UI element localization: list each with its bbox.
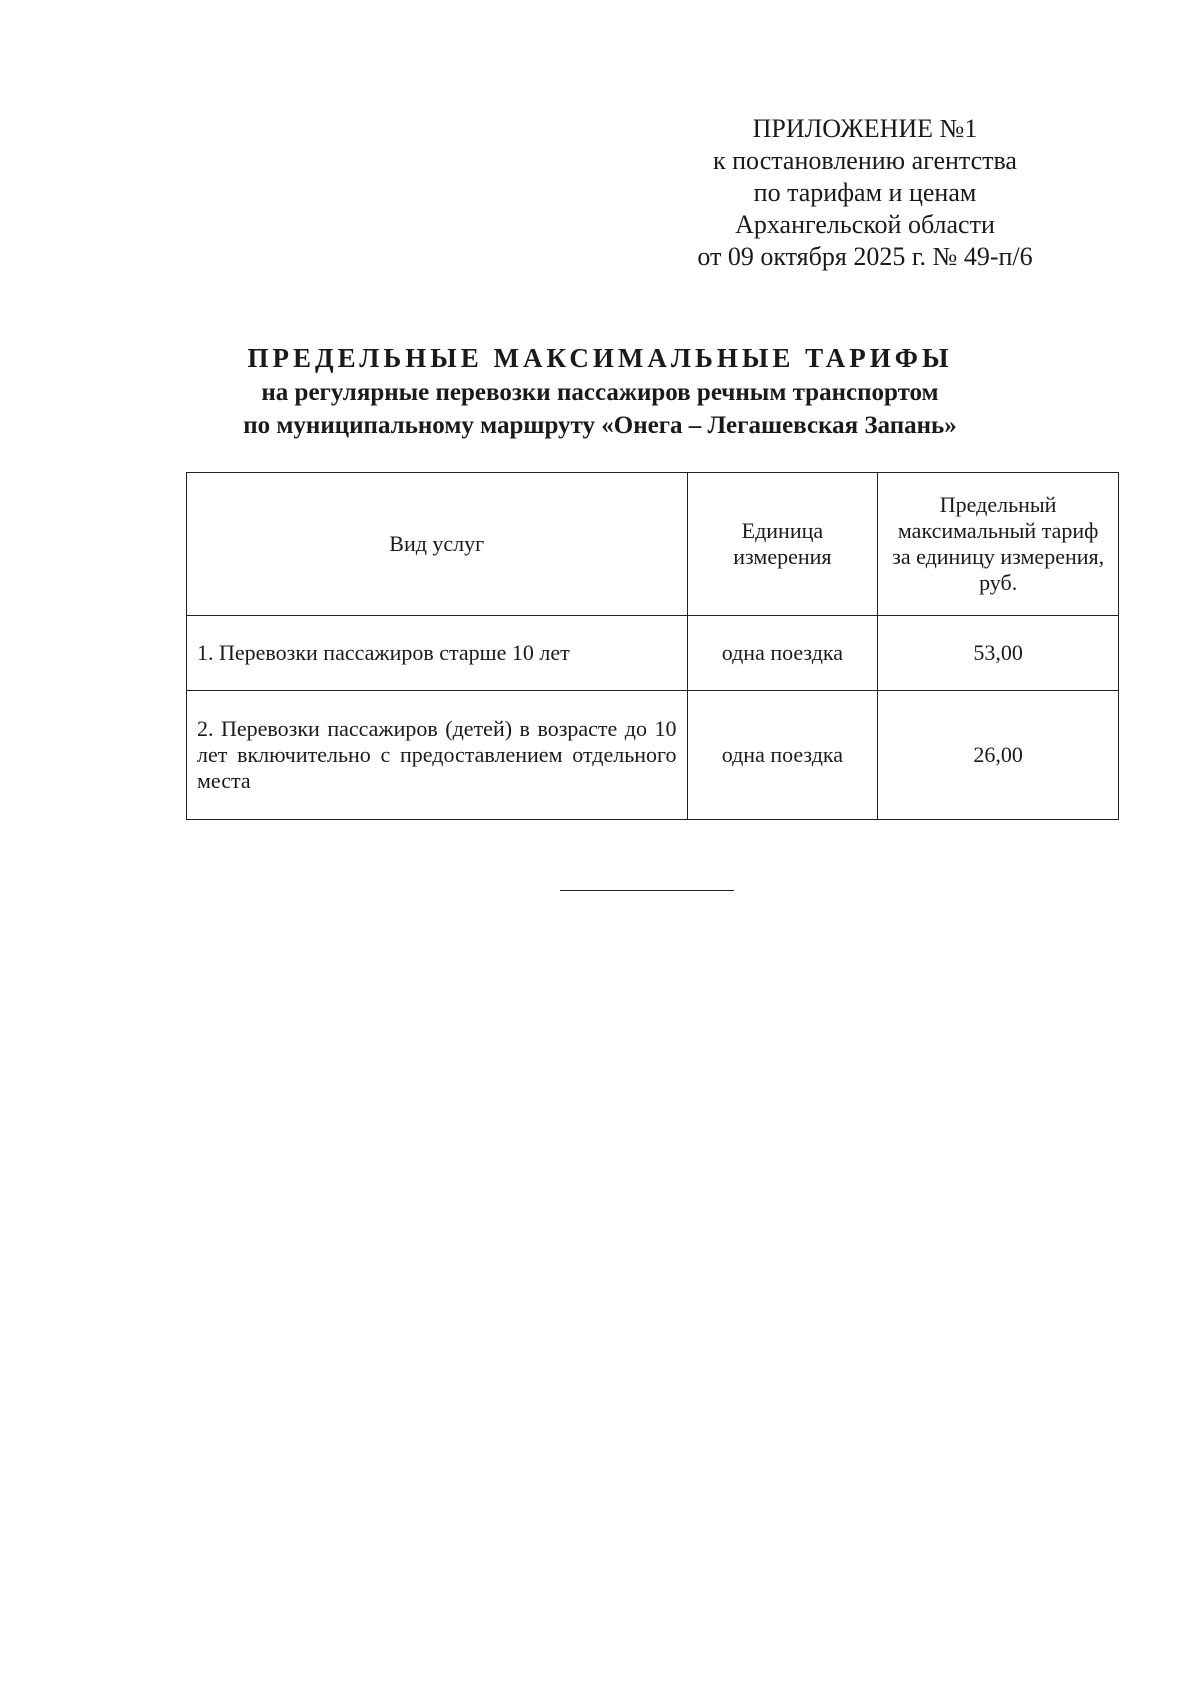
header-service: Вид услуг (187, 473, 688, 616)
table-row (187, 616, 1119, 691)
annex-date-number: от 09 октября 2025 г. № 49-п/6 (697, 242, 1033, 271)
header-unit: Единица измерения (687, 473, 878, 616)
annex-number: ПРИЛОЖЕНИЕ №1 (752, 114, 978, 143)
cell-tariff: 53,00 (878, 616, 1119, 691)
tariff-table (186, 472, 1119, 820)
annex-reference-line: по тарифам и ценам (753, 178, 977, 207)
table-header-row (187, 473, 1119, 616)
title-main: ПРЕДЕЛЬНЫЕ МАКСИМАЛЬНЫЕ ТАРИФЫ (247, 343, 953, 373)
table-row (187, 691, 1119, 820)
annex-header (640, 113, 1090, 273)
cell-service: 1. Перевозки пассажиров старше 10 лет (187, 616, 688, 691)
title-subtitle: на регулярные перевозки пассажиров речным транспортом (261, 379, 939, 406)
document-title (150, 340, 1050, 442)
cell-unit: одна поездка (687, 616, 878, 691)
cell-tariff: 26,00 (878, 691, 1119, 820)
annex-reference-line: Архангельской области (735, 210, 995, 239)
closing-divider (560, 890, 734, 891)
title-subtitle: по муниципальному маршруту «Онега – Легашевская Запань» (243, 412, 957, 439)
cell-unit: одна поездка (687, 691, 878, 820)
cell-service: 2. Перевозки пассажиров (детей) в возрасте до 10 лет включительно с предоставлением отдельного места (187, 691, 688, 820)
annex-reference-line: к постановлению агентства (713, 146, 1017, 175)
header-tariff: Предельный максимальный тариф за единицу измерения, руб. (878, 473, 1119, 616)
